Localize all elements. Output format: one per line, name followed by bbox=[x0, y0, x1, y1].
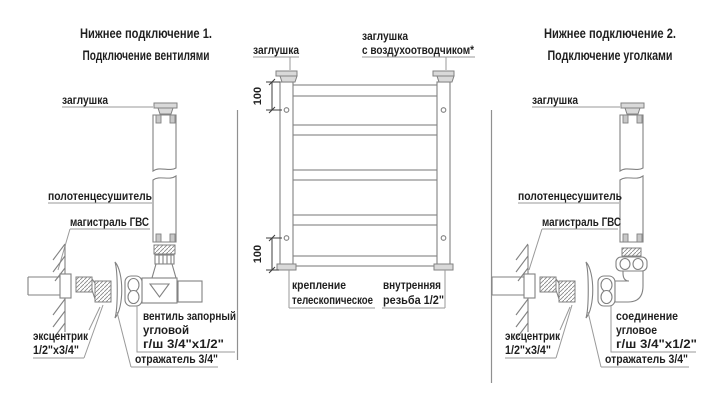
center-thread-label-line2: резьба 1/2" bbox=[383, 293, 444, 307]
left-towel-rail-pipe bbox=[153, 103, 177, 242]
left-panel bbox=[28, 26, 236, 367]
center-mount-label-line2: телескопическое bbox=[292, 293, 374, 307]
right-supply-pipe bbox=[492, 274, 535, 298]
valve-union-nut-top bbox=[154, 245, 175, 254]
right-wall bbox=[492, 244, 535, 339]
left-plug-label: заглушка bbox=[62, 93, 109, 107]
left-hws-main-label: магистраль ГВС bbox=[70, 215, 150, 229]
left-eccentric-label-line2: 1/2"x3/4" bbox=[33, 343, 79, 357]
right-hws-main-label: магистраль ГВС bbox=[542, 215, 622, 229]
left-valve-label-line2: угловой bbox=[143, 323, 189, 337]
rail-cap-right bbox=[433, 71, 454, 76]
valve-neck bbox=[152, 264, 176, 278]
elbow-body bbox=[615, 271, 643, 302]
mount-hole bbox=[441, 236, 446, 241]
right-reflector-dome bbox=[586, 262, 593, 318]
mount-hole bbox=[284, 108, 289, 113]
rail-rung bbox=[292, 125, 438, 135]
right-title-line1: Нижнее подключение 2. bbox=[544, 26, 676, 41]
left-title-line2: Подключение вентилями bbox=[82, 48, 210, 63]
right-elbow-label-line3: г/ш 3/4"x1/2" bbox=[616, 337, 697, 351]
right-eccentric-label-line1: эксцентрик bbox=[505, 329, 561, 343]
mount-hole bbox=[441, 108, 446, 113]
rail-cap-left bbox=[276, 71, 297, 76]
rail-rung bbox=[292, 170, 438, 180]
rail-foot-right bbox=[434, 264, 453, 270]
right-elbow-label-line2: угловое bbox=[616, 323, 658, 337]
left-title-line1: Нижнее подключение 1. bbox=[80, 26, 212, 41]
left-valve-label-line1: вентиль запорный bbox=[143, 309, 236, 323]
right-elbow-label-line1: соединение bbox=[616, 309, 679, 323]
rail-foot-left bbox=[277, 264, 296, 270]
left-reflector-label: отражатель 3/4" bbox=[135, 352, 218, 366]
right-reflector-label: отражатель 3/4" bbox=[605, 352, 688, 366]
rail-rung bbox=[292, 85, 438, 96]
center-mount-label-line1: крепление bbox=[292, 278, 347, 292]
towel-rail-ladder bbox=[276, 71, 454, 270]
right-eccentric-fitting bbox=[540, 277, 575, 302]
valve-body bbox=[142, 278, 177, 303]
mount-hole bbox=[284, 236, 289, 241]
center-plug-label: заглушка bbox=[253, 43, 300, 57]
right-plug-label: заглушка bbox=[532, 93, 579, 107]
right-plug-cap bbox=[621, 103, 644, 108]
right-towel-rail-label: полотенцесушитель bbox=[518, 189, 622, 203]
center-panel bbox=[252, 29, 475, 308]
center-airvent-label-line1: заглушка bbox=[362, 29, 409, 43]
dimension-top bbox=[252, 79, 282, 113]
left-eccentric-fitting bbox=[76, 277, 111, 302]
dim-bottom-value: 100 bbox=[252, 244, 264, 264]
right-eccentric-label-line2: 1/2"x3/4" bbox=[505, 343, 551, 357]
rail-rung bbox=[292, 256, 438, 266]
center-thread-label-line1: внутренняя bbox=[383, 278, 441, 292]
left-wall bbox=[28, 244, 71, 339]
right-title-line2: Подключение уголками bbox=[547, 48, 673, 63]
left-angle-valve bbox=[125, 245, 202, 306]
dim-top-value: 100 bbox=[252, 86, 264, 106]
left-plug-cap bbox=[154, 103, 177, 108]
left-towel-rail-label: полотенцесушитель bbox=[48, 189, 152, 203]
left-reflector-dome bbox=[115, 262, 122, 318]
center-airvent-label-line2: с воздухоотводчиком* bbox=[362, 43, 475, 57]
left-eccentric-label-line1: эксцентрик bbox=[33, 329, 89, 343]
right-panel bbox=[492, 26, 697, 367]
left-supply-pipe bbox=[28, 274, 71, 298]
rail-rung bbox=[292, 215, 438, 225]
left-valve-label-line3: г/ш 3/4"x1/2" bbox=[143, 337, 224, 351]
right-towel-rail-pipe bbox=[620, 103, 644, 242]
right-elbow-connection bbox=[598, 248, 647, 306]
